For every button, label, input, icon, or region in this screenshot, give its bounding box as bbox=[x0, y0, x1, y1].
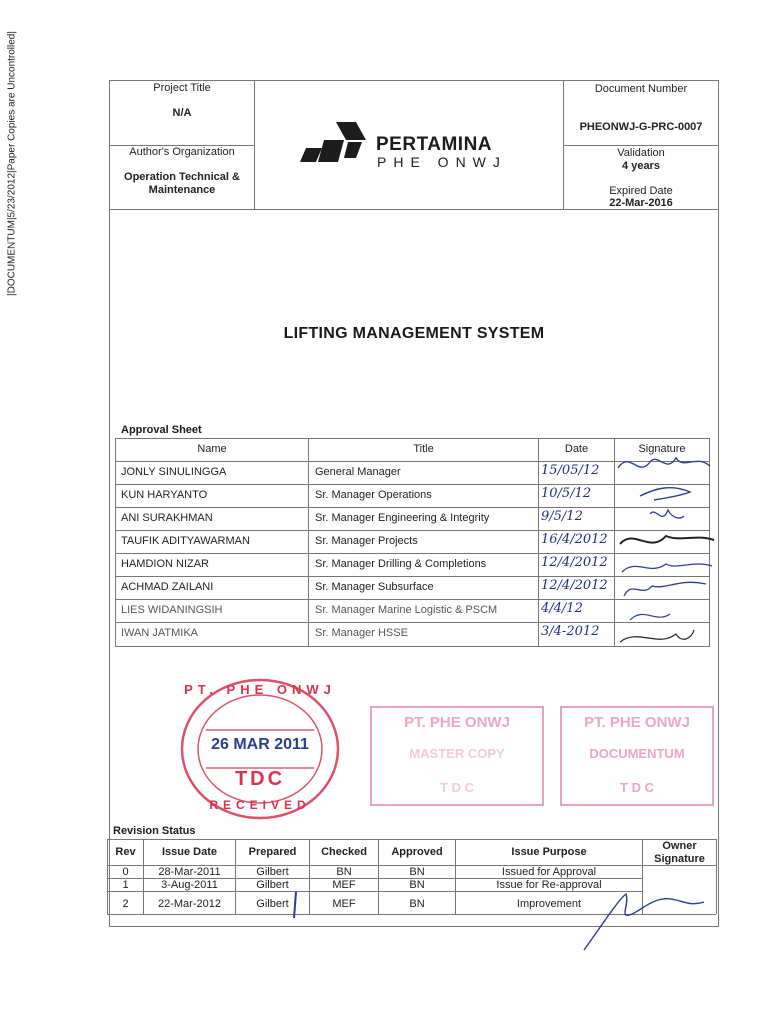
approver-title: Sr. Manager Drilling & Completions bbox=[315, 558, 487, 570]
validation-label: Validation bbox=[617, 147, 665, 159]
approval-date: 15/05/12 bbox=[541, 463, 600, 478]
revision-approved: BN bbox=[409, 898, 425, 910]
revision-checked: MEF bbox=[332, 898, 356, 910]
doc-number-label: Document Number bbox=[594, 83, 688, 95]
col-header-signature: Signature bbox=[638, 443, 686, 455]
revision-purpose: Issue for Re-approval bbox=[496, 879, 602, 891]
revision-approved: BN bbox=[409, 866, 425, 878]
company-name: PERTAMINA bbox=[376, 134, 493, 155]
project-title-value: N/A bbox=[172, 107, 192, 119]
stamp-box2-line3: T D C bbox=[620, 780, 654, 795]
owner-signature-icon bbox=[580, 880, 710, 952]
approval-date: 16/4/2012 bbox=[541, 532, 608, 547]
page-frame-left bbox=[109, 209, 110, 926]
revision-approved: BN bbox=[409, 879, 425, 891]
author-org-value-line2: Maintenance bbox=[148, 184, 216, 196]
approval-date: 9/5/12 bbox=[541, 509, 583, 524]
approval-date: 12/4/2012 bbox=[541, 578, 608, 593]
col-header-date: Date bbox=[564, 443, 589, 455]
stamp-round-top: PT. PHE ONWJ bbox=[184, 682, 336, 697]
revision-prepared: Gilbert bbox=[256, 898, 289, 910]
revision-heading: Revision Status bbox=[113, 825, 196, 837]
pertamina-logo-icon bbox=[300, 118, 370, 168]
revision-prepared: Gilbert bbox=[256, 879, 289, 891]
approver-title: General Manager bbox=[315, 466, 401, 478]
revision-date: 28-Mar-2011 bbox=[158, 866, 221, 878]
company-logo bbox=[300, 118, 520, 168]
revision-prepared: Gilbert bbox=[256, 866, 289, 878]
author-org-value-line1: Operation Technical & bbox=[124, 171, 240, 183]
rev-col-approved: Approved bbox=[391, 846, 443, 858]
revision-purpose: Issued for Approval bbox=[501, 866, 597, 878]
rev-col-checked: Checked bbox=[321, 846, 367, 858]
approver-name: IWAN JATMIKA bbox=[121, 627, 198, 639]
rev-col-rev: Rev bbox=[115, 846, 136, 858]
approver-name: ANI SURAKHMAN bbox=[121, 512, 213, 524]
documentum-stamp bbox=[560, 706, 714, 806]
stamp-box2-line1: PT. PHE ONWJ bbox=[584, 714, 690, 731]
revision-date: 22-Mar-2012 bbox=[158, 898, 221, 910]
rev-col-date: Issue Date bbox=[161, 846, 218, 858]
approver-title: Sr. Manager Engineering & Integrity bbox=[315, 512, 490, 524]
approver-name: TAUFIK ADITYAWARMAN bbox=[121, 535, 250, 547]
project-title-label: Project Title bbox=[153, 82, 211, 94]
approval-date: 12/4/2012 bbox=[541, 555, 608, 570]
revision-rev: 2 bbox=[122, 898, 129, 910]
author-org-label: Author's Organization bbox=[129, 146, 235, 158]
approval-signatures-icon bbox=[610, 448, 720, 658]
col-header-name: Name bbox=[197, 443, 227, 455]
round-received-stamp bbox=[178, 676, 342, 822]
validation-value: 4 years bbox=[622, 160, 660, 172]
stamp-round-date: 26 MAR 2011 bbox=[211, 736, 309, 753]
approver-name: LIES WIDANINGSIH bbox=[121, 604, 223, 616]
master-copy-stamp bbox=[370, 706, 544, 806]
revision-checked: MEF bbox=[332, 879, 356, 891]
approver-name: KUN HARYANTO bbox=[121, 489, 208, 501]
approval-date: 3/4-2012 bbox=[541, 624, 600, 639]
revision-checked: BN bbox=[336, 866, 352, 878]
side-documentum-stamp: |DOCUMENTUM|5/23/2012|Paper Copies are Uncontrolled| bbox=[6, 31, 18, 296]
expired-label: Expired Date bbox=[609, 185, 673, 197]
revision-rev: 0 bbox=[122, 866, 129, 878]
approval-date: 4/4/12 bbox=[541, 601, 583, 616]
approver-title: Sr. Manager Marine Logistic & PSCM bbox=[315, 604, 498, 616]
prepared-signature-icon bbox=[286, 890, 306, 920]
approver-name: ACHMAD ZAILANI bbox=[121, 581, 214, 593]
stamp-round-bottom: RECEIVED bbox=[209, 798, 311, 812]
stamp-round-dept: TDC bbox=[234, 768, 286, 790]
rev-col-prepared: Prepared bbox=[248, 846, 297, 858]
company-sub: PHE ONWJ bbox=[377, 154, 507, 170]
approver-title: Sr. Manager Projects bbox=[315, 535, 418, 547]
revision-rev: 1 bbox=[122, 879, 129, 891]
stamp-box1-line2: MASTER COPY bbox=[409, 746, 505, 761]
approval-date: 10/5/12 bbox=[541, 486, 592, 501]
approver-title: Sr. Manager Operations bbox=[315, 489, 432, 501]
col-header-title: Title bbox=[413, 443, 434, 455]
approver-name: HAMDION NIZAR bbox=[121, 558, 209, 570]
approver-title: Sr. Manager HSSE bbox=[315, 627, 408, 639]
rev-col-purpose: Issue Purpose bbox=[511, 846, 587, 858]
revision-date: 3-Aug-2011 bbox=[161, 879, 218, 891]
approver-title: Sr. Manager Subsurface bbox=[315, 581, 434, 593]
approver-name: JONLY SINULINGGA bbox=[121, 466, 227, 478]
stamp-box1-line1: PT. PHE ONWJ bbox=[404, 714, 510, 731]
doc-number-value: PHEONWJ-G-PRC-0007 bbox=[579, 121, 703, 133]
expired-value: 22-Mar-2016 bbox=[609, 197, 673, 209]
stamp-box2-line2: DOCUMENTUM bbox=[589, 746, 685, 761]
document-title: LIFTING MANAGEMENT SYSTEM bbox=[283, 325, 545, 342]
approval-heading: Approval Sheet bbox=[121, 424, 202, 436]
revision-purpose: Improvement bbox=[516, 898, 582, 910]
stamp-box1-line3: T D C bbox=[440, 780, 474, 795]
rev-col-owner-signature: Owner Signature bbox=[654, 840, 705, 865]
